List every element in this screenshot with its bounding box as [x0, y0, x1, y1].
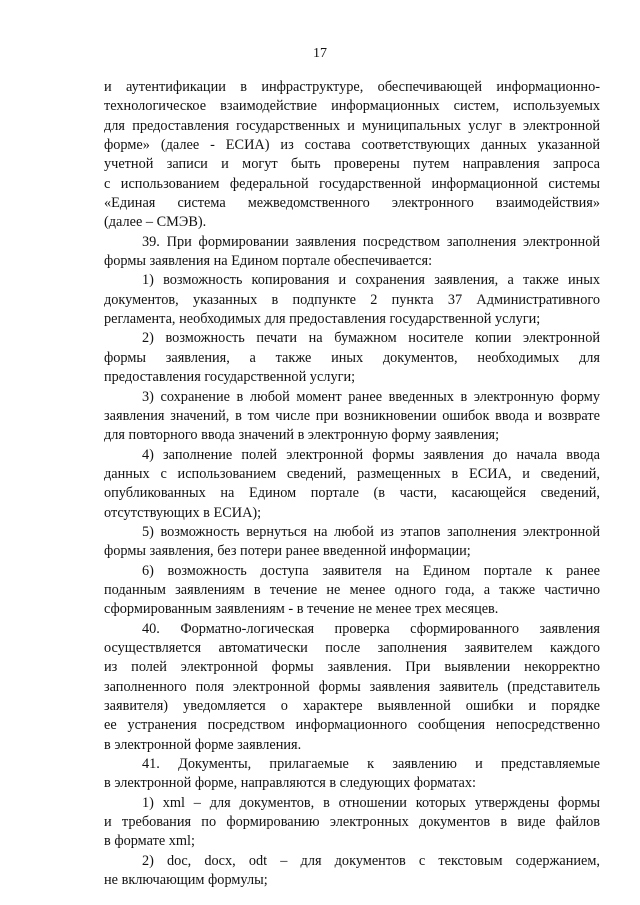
text-line: 1) возможность копирования и сохранения заявления, а также иных	[142, 272, 600, 289]
text-line: 5) возможность вернуться на любой из этапов заполнения электронной	[142, 523, 600, 540]
text-line: осуществляется автоматически после заполнения заявителем каждого	[104, 639, 600, 656]
text-line: заполненного поля электронной формы заявления заявитель (представитель	[104, 678, 600, 695]
text-line: документов, указанных в подпункте 2 пункта 37 Административного	[104, 291, 600, 308]
text-line: отсутствующих в ЕСИА);	[104, 504, 262, 521]
text-line: 2) doc, docx, odt – для документов с текстовым содержанием,	[142, 852, 600, 869]
text-line: «Единая система межведомственного электронного взаимодействия»	[104, 195, 600, 212]
text-line: 41. Документы, прилагаемые к заявлению и представляемые	[142, 756, 600, 773]
text-line: форме» (далее - ЕСИА) из состава соответствующих данных указанной	[104, 137, 600, 154]
text-line: для повторного ввода значений в электронную форму заявления;	[104, 427, 500, 444]
text-line: формы заявления, без потери ранее введенной информации;	[104, 543, 471, 560]
text-line: из полей электронной формы заявления. При выявлении некорректно	[104, 659, 600, 676]
text-line: 39. При формировании заявления посредством заполнения электронной	[142, 233, 600, 250]
body-text	[104, 78, 600, 890]
text-line: сформированным заявлениям - в течение не менее трех месяцев.	[104, 601, 499, 618]
text-line: предоставления государственной услуги;	[104, 369, 356, 386]
page-number: 17	[313, 46, 327, 61]
text-line: (далее – СМЭВ).	[104, 214, 207, 231]
text-line: поданным заявлениям в течение не менее одного года, а также частично	[104, 581, 600, 598]
text-line: заявления значений, в том числе при возникновении ошибок ввода и возврате	[104, 407, 600, 424]
text-line: в электронной форме, направляются в следующих форматах:	[104, 775, 476, 792]
text-line: 2) возможность печати на бумажном носителе копии электронной	[142, 330, 600, 347]
text-line: в формате xml;	[104, 833, 195, 850]
text-line: 40. Форматно-логическая проверка сформированного заявления	[142, 620, 600, 637]
text-line: и требования по формированию электронных документов в виде файлов	[104, 814, 600, 831]
text-line: опубликованных на Едином портале (в части, касающейся сведений,	[104, 485, 600, 502]
text-line: 1) xml – для документов, в отношении которых утверждены формы	[142, 794, 600, 811]
text-line: формы заявления, а также иных документов, необходимых для	[104, 349, 600, 366]
text-line: 4) заполнение полей электронной формы заявления до начала ввода	[142, 446, 600, 463]
text-line: регламента, необходимых для предоставления государственной услуги;	[104, 311, 541, 328]
text-line: для предоставления государственных и муниципальных услуг в электронной	[104, 117, 600, 134]
text-line: технологическое взаимодействие информационных систем, используемых	[104, 98, 600, 115]
text-line: 6) возможность доступа заявителя на Едином портале к ранее	[142, 562, 600, 579]
text-line: заявителя) уведомляется о характере выявленной ошибки и порядке	[104, 698, 600, 714]
text-line: 3) сохранение в любой момент ранее введенных в электронную форму	[142, 388, 600, 405]
text-line: данных с использованием сведений, размещенных в ЕСИА, и сведений,	[104, 465, 600, 482]
text-line: ее устранения посредством информационного сообщения непосредственно	[104, 717, 600, 734]
text-line: учетной записи и могут быть проверены путем направления запроса	[104, 156, 600, 173]
text-line: не включающим формулы;	[104, 872, 268, 889]
text-line: формы заявления на Едином портале обеспечивается:	[104, 253, 433, 270]
text-line: с использованием федеральной государственной информационной системы	[104, 175, 600, 192]
text-line: в электронной форме заявления.	[104, 736, 302, 753]
text-line: и аутентификации в инфраструктуре, обеспечивающей информационно-	[104, 79, 600, 95]
